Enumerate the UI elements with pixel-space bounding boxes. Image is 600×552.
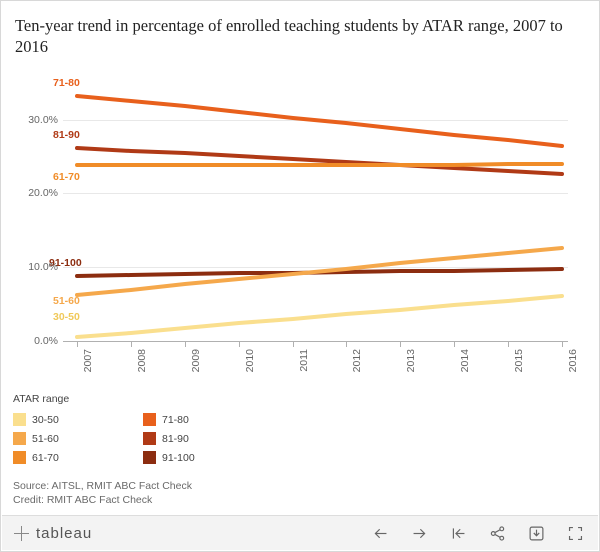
legend-label: 91-100 [162, 451, 195, 464]
line-81-90 [77, 148, 562, 174]
series-lines [63, 83, 568, 341]
y-axis-tick-30: 30.0% [28, 114, 58, 126]
x-tick-mark-2010 [239, 342, 240, 347]
x-tick-mark-2014 [454, 342, 455, 347]
caption-credit: Credit: RMIT ABC Fact Check [13, 494, 153, 506]
legend-swatch-icon [13, 413, 26, 426]
legend-items [13, 410, 273, 467]
legend-swatch-icon [13, 451, 26, 464]
series-label-91-100: 91-100 [49, 257, 82, 269]
legend-item-61-70[interactable] [13, 448, 143, 467]
footer-toolbar [372, 525, 584, 542]
series-label-81-90: 81-90 [53, 129, 80, 141]
y-axis-tick-10: 10.0% [28, 261, 58, 273]
legend-label: 61-70 [32, 451, 59, 464]
x-tick-mark-2013 [400, 342, 401, 347]
x-tick-mark-2015 [508, 342, 509, 347]
legend-swatch-icon [143, 413, 156, 426]
x-tick-mark-2007 [77, 342, 78, 347]
fullscreen-icon[interactable] [567, 525, 584, 542]
x-tick-mark-2011 [293, 342, 294, 347]
legend-item-81-90[interactable] [143, 429, 273, 448]
chart-area [1, 73, 600, 373]
tableau-footer [2, 515, 598, 550]
x-axis-label-2013: 2013 [405, 349, 417, 373]
download-icon[interactable] [528, 525, 545, 542]
x-axis-label-2009: 2009 [190, 349, 202, 373]
back-arrow-icon[interactable] [372, 525, 389, 542]
legend-item-71-80[interactable] [143, 410, 273, 429]
legend-swatch-icon [13, 432, 26, 445]
legend-item-91-100[interactable] [143, 448, 273, 467]
legend-title: ATAR range [13, 393, 70, 405]
x-axis-line [63, 341, 568, 342]
series-label-71-80: 71-80 [53, 77, 80, 89]
revert-icon[interactable] [450, 525, 467, 542]
legend-label: 81-90 [162, 432, 189, 445]
line-30-50 [77, 296, 562, 337]
tableau-wordmark: tableau [36, 524, 93, 542]
legend-swatch-icon [143, 432, 156, 445]
line-61-70 [77, 164, 562, 165]
legend-item-51-60[interactable] [13, 429, 143, 448]
legend-label: 71-80 [162, 413, 189, 426]
x-axis-label-2010: 2010 [244, 349, 256, 373]
tableau-logo[interactable] [14, 525, 92, 542]
caption [13, 479, 192, 507]
legend-swatch-icon [143, 451, 156, 464]
x-axis-label-2007: 2007 [82, 349, 94, 373]
page-title: Ten-year trend in percentage of enrolled teaching students by ATAR range, 2007 to 2016 [15, 16, 563, 56]
x-axis-label-2016: 2016 [567, 349, 579, 373]
x-tick-mark-2012 [346, 342, 347, 347]
plot-area [49, 77, 568, 341]
x-tick-mark-2009 [185, 342, 186, 347]
legend-item-30-50[interactable] [13, 410, 143, 429]
y-axis-tick-0: 0.0% [34, 335, 58, 347]
tableau-mark-icon [14, 526, 29, 541]
y-axis-tick-20: 20.0% [28, 187, 58, 199]
x-tick-mark-2008 [131, 342, 132, 347]
legend-label: 30-50 [32, 413, 59, 426]
legend-label: 51-60 [32, 432, 59, 445]
forward-arrow-icon[interactable] [411, 525, 428, 542]
legend [13, 393, 343, 467]
x-tick-mark-2016 [562, 342, 563, 347]
series-label-30-50: 30-50 [53, 311, 80, 323]
share-icon[interactable] [489, 525, 506, 542]
line-71-80 [77, 96, 562, 146]
x-axis-label-2015: 2015 [513, 349, 525, 373]
x-axis-label-2014: 2014 [459, 349, 471, 373]
x-axis-label-2008: 2008 [136, 349, 148, 373]
series-label-51-60: 51-60 [53, 295, 80, 307]
x-axis-label-2012: 2012 [351, 349, 363, 373]
caption-source: Source: AITSL, RMIT ABC Fact Check [13, 480, 192, 492]
series-label-61-70: 61-70 [53, 171, 80, 183]
x-axis-label-2011: 2011 [298, 349, 310, 372]
